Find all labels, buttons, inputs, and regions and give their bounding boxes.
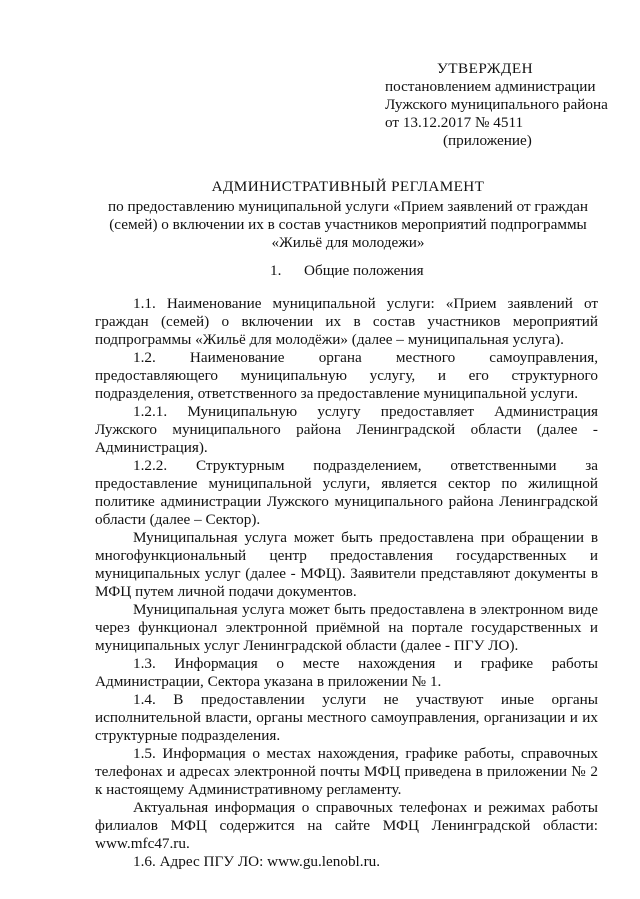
paragraph: 1.2. Наименование органа местного самоуправления, предоставляющего муниципальную услугу, и его структурного подразделения, ответственного за предоставление муниципальной услуги. [95, 349, 598, 402]
section-title: Общие положения [304, 262, 424, 279]
approval-attachment: (приложение) [443, 132, 532, 149]
paragraph: 1.6. Адрес ПГУ ЛО: www.gu.lenobl.ru. [133, 853, 381, 870]
approval-title: УТВЕРЖДЕН [437, 60, 534, 77]
paragraph: 1.1. Наименование муниципальной услуги: «Прием заявлений от граждан (семей) о включении их в состав участников мероприятий подпрограммы «Жильё для молодёжи» (далее – муниципальная услуга). [95, 295, 598, 348]
approval-line: постановлением администрации [385, 78, 596, 95]
document-title: АДМИНИСТРАТИВНЫЙ РЕГЛАМЕНТ [211, 178, 485, 195]
approval-line: от 13.12.2017 № 4511 [385, 114, 524, 131]
heading-line: «Жильё для молодежи» [271, 234, 425, 251]
heading-line: по предоставлению муниципальной услуги «Прием заявлений от граждан [107, 198, 589, 215]
paragraph: Муниципальная услуга может быть предоставлена при обращении в многофункциональный центр предоставления государственных и муниципальных услуг (далее - МФЦ). Заявители представляют документы в МФЦ путем личной подачи документов. [95, 529, 598, 600]
paragraph: Актуальная информация о справочных телефонах и режимах работы филиалов МФЦ содержится на сайте МФЦ Ленинградской области: www.mfc47.ru. [95, 799, 598, 852]
paragraph: 1.2.2. Структурным подразделением, ответственными за предоставление муниципальной услуги, является сектор по жилищной политике администрации Лужского муниципального района Ленинградской области (далее – Сектор). [95, 457, 598, 528]
approval-block [385, 60, 625, 150]
paragraph: 1.3. Информация о месте нахождения и графике работы Администрации, Сектора указана в приложении № 1. [95, 655, 598, 690]
document-body [95, 295, 598, 871]
section-number: 1. [270, 262, 282, 279]
document-heading [86, 178, 610, 252]
heading-line: (семей) о включении их в состав участников мероприятий подпрограммы [109, 216, 587, 233]
paragraph: 1.5. Информация о местах нахождения, графике работы, справочных телефонах и адресах электронной почты МФЦ приведена в приложении № 2 к настоящему Административному регламенту. [95, 745, 598, 798]
section-heading [270, 262, 424, 280]
approval-line: Лужского муниципального района [385, 96, 608, 113]
paragraph: Муниципальная услуга может быть предоставлена в электронном виде через функционал электронной приёмной на портале государственных и муниципальных услуг Ленинградской области (далее - ПГУ ЛО). [95, 601, 598, 654]
paragraph: 1.2.1. Муниципальную услугу предоставляет Администрация Лужского муниципального района Ленинградской области (далее - Администрация). [95, 403, 598, 456]
paragraph: 1.4. В предоставлении услуги не участвуют иные органы исполнительной власти, органы местного самоуправления, организации и их структурные подразделения. [95, 691, 598, 744]
